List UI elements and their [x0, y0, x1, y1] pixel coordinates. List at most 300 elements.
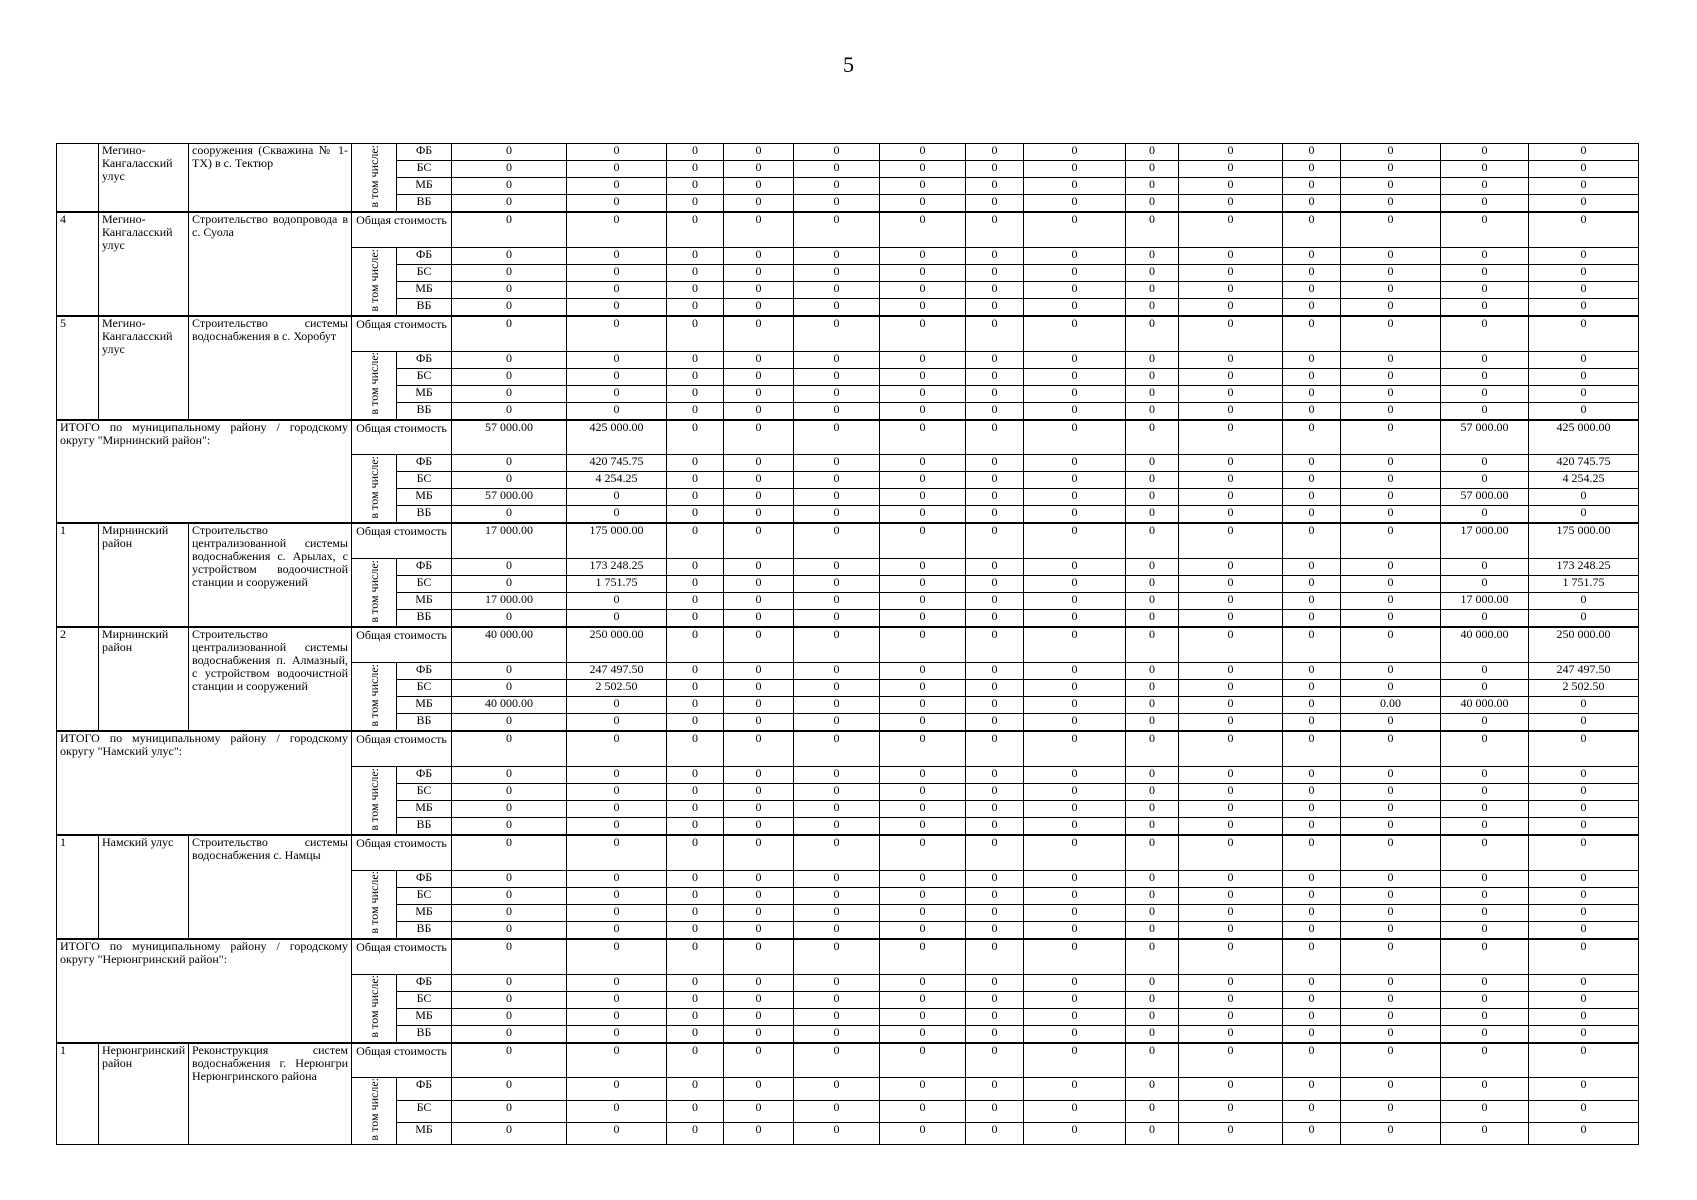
- value-cell: 0: [794, 1122, 880, 1144]
- value-cell: 0: [1024, 887, 1126, 904]
- value-cell: 57 000.00: [452, 489, 567, 506]
- project-title: Строительство водопровода в с. Суола: [189, 212, 352, 316]
- value-cell: 0: [667, 144, 724, 161]
- value-cell: 0: [452, 714, 567, 732]
- source-label: БС: [397, 1100, 452, 1122]
- value-cell: 0: [1441, 385, 1529, 402]
- total-value-cell: 0: [1341, 420, 1441, 455]
- value-cell: 0: [1126, 800, 1179, 817]
- value-cell: 0: [1126, 1078, 1179, 1100]
- source-label: МБ: [397, 1122, 452, 1144]
- total-value-cell: 0: [1126, 731, 1179, 766]
- value-cell: 0: [1529, 593, 1639, 610]
- value-cell: 0: [452, 904, 567, 921]
- value-cell: 0: [1126, 1100, 1179, 1122]
- value-cell: 0: [1283, 472, 1341, 489]
- value-cell: 0: [667, 593, 724, 610]
- value-cell: 0: [724, 991, 794, 1008]
- value-cell: 0: [452, 974, 567, 991]
- value-cell: 0: [667, 714, 724, 732]
- total-value-cell: 0: [452, 212, 567, 247]
- total-value-cell: 0: [724, 523, 794, 558]
- value-cell: 0: [1341, 576, 1441, 593]
- total-value-cell: 0: [1283, 731, 1341, 766]
- total-value-cell: 0: [724, 731, 794, 766]
- value-cell: 0: [1341, 264, 1441, 281]
- value-cell: 0: [880, 974, 966, 991]
- value-cell: 0: [1024, 576, 1126, 593]
- value-cell: 0: [1529, 974, 1639, 991]
- value-cell: 0: [1126, 783, 1179, 800]
- value-cell: 0: [966, 264, 1024, 281]
- total-value-cell: 0: [452, 939, 567, 974]
- value-cell: 0.00: [1341, 697, 1441, 714]
- value-cell: 4 254.25: [1529, 472, 1639, 489]
- value-cell: 0: [966, 817, 1024, 835]
- value-cell: 0: [880, 247, 966, 264]
- value-cell: 0: [880, 351, 966, 368]
- value-cell: 0: [1341, 298, 1441, 316]
- value-cell: 0: [1126, 559, 1179, 576]
- value-cell: 0: [966, 783, 1024, 800]
- source-label: ФБ: [397, 870, 452, 887]
- value-cell: 0: [794, 144, 880, 161]
- value-cell: 0: [724, 298, 794, 316]
- value-cell: 0: [1283, 489, 1341, 506]
- value-cell: 0: [966, 1078, 1024, 1100]
- project-title: Реконструкция систем водоснабжения г. Нерюнгри Нерюнгринского района: [189, 1043, 352, 1145]
- value-cell: 0: [1441, 870, 1529, 887]
- value-cell: 0: [452, 1008, 567, 1025]
- value-cell: 0: [794, 800, 880, 817]
- value-cell: 0: [1179, 921, 1283, 939]
- source-label: ВБ: [397, 298, 452, 316]
- source-label: БС: [397, 783, 452, 800]
- value-cell: 0: [1341, 817, 1441, 835]
- total-value-cell: 0: [1529, 316, 1639, 351]
- value-cell: 0: [567, 921, 667, 939]
- value-cell: 0: [1441, 680, 1529, 697]
- value-cell: 0: [1024, 402, 1126, 420]
- value-cell: 247 497.50: [567, 663, 667, 680]
- including-label: в том числе:: [367, 559, 381, 623]
- value-cell: 17 000.00: [452, 593, 567, 610]
- value-cell: 0: [794, 161, 880, 178]
- value-cell: 0: [724, 351, 794, 368]
- value-cell: 0: [567, 991, 667, 1008]
- district-name: Мирнинский район: [99, 627, 189, 731]
- value-cell: 0: [724, 593, 794, 610]
- including-label: в том числе:: [367, 975, 381, 1038]
- total-cost-label: Общая стоимость: [352, 523, 452, 558]
- value-cell: 0: [794, 506, 880, 524]
- total-cost-label: Общая стоимость: [352, 939, 452, 974]
- value-cell: 0: [1283, 1100, 1341, 1122]
- total-value-cell: 0: [880, 939, 966, 974]
- project-title: Строительство системы водоснабжения с. Намцы: [189, 835, 352, 939]
- value-cell: 0: [567, 385, 667, 402]
- value-cell: 0: [1441, 766, 1529, 783]
- value-cell: 0: [667, 298, 724, 316]
- row-index: 5: [57, 316, 99, 420]
- value-cell: 0: [724, 663, 794, 680]
- district-name: Нерюнгринский район: [99, 1043, 189, 1145]
- total-value-cell: 0: [1441, 316, 1529, 351]
- value-cell: 0: [724, 506, 794, 524]
- source-label: ВБ: [397, 610, 452, 628]
- total-value-cell: 0: [794, 1043, 880, 1078]
- total-value-cell: 0: [452, 316, 567, 351]
- value-cell: 0: [667, 870, 724, 887]
- value-cell: 0: [1341, 506, 1441, 524]
- value-cell: 0: [794, 472, 880, 489]
- source-label: БС: [397, 576, 452, 593]
- value-cell: 0: [794, 697, 880, 714]
- value-cell: 0: [1529, 783, 1639, 800]
- value-cell: 0: [1283, 281, 1341, 298]
- value-cell: 0: [1126, 593, 1179, 610]
- value-cell: 0: [1126, 1025, 1179, 1043]
- value-cell: 0: [880, 593, 966, 610]
- total-value-cell: 0: [794, 835, 880, 870]
- total-value-cell: 0: [1283, 835, 1341, 870]
- value-cell: 0: [1024, 921, 1126, 939]
- value-cell: 0: [1024, 766, 1126, 783]
- total-value-cell: 0: [1024, 1043, 1126, 1078]
- value-cell: 0: [567, 800, 667, 817]
- value-cell: 0: [1179, 402, 1283, 420]
- value-cell: 0: [1126, 506, 1179, 524]
- source-label: МБ: [397, 178, 452, 195]
- value-cell: 0: [452, 385, 567, 402]
- value-cell: 0: [1179, 455, 1283, 472]
- value-cell: 0: [452, 766, 567, 783]
- value-cell: 0: [452, 402, 567, 420]
- total-value-cell: 0: [452, 731, 567, 766]
- value-cell: 0: [1024, 264, 1126, 281]
- source-label: БС: [397, 264, 452, 281]
- total-value-cell: 0: [1126, 212, 1179, 247]
- total-value-cell: 0: [1024, 939, 1126, 974]
- district-total-title: ИТОГО по муниципальному району / городскому округу "Нерюнгринский район":: [57, 939, 352, 1043]
- value-cell: 0: [880, 576, 966, 593]
- value-cell: 0: [1283, 870, 1341, 887]
- value-cell: 0: [567, 593, 667, 610]
- source-label: БС: [397, 368, 452, 385]
- value-cell: 0: [724, 714, 794, 732]
- value-cell: 0: [880, 766, 966, 783]
- total-value-cell: 0: [452, 835, 567, 870]
- value-cell: 0: [1529, 178, 1639, 195]
- value-cell: 0: [880, 1100, 966, 1122]
- value-cell: 0: [794, 298, 880, 316]
- value-cell: 0: [966, 800, 1024, 817]
- value-cell: 0: [1126, 247, 1179, 264]
- total-value-cell: 0: [880, 420, 966, 455]
- total-value-cell: 0: [1179, 939, 1283, 974]
- value-cell: 0: [724, 1008, 794, 1025]
- value-cell: 0: [1283, 402, 1341, 420]
- value-cell: 0: [1024, 506, 1126, 524]
- total-value-cell: 0: [966, 627, 1024, 662]
- value-cell: 0: [966, 870, 1024, 887]
- budget-table: [56, 143, 1639, 1145]
- total-value-cell: 0: [724, 316, 794, 351]
- total-value-cell: 0: [1283, 627, 1341, 662]
- value-cell: 0: [966, 402, 1024, 420]
- value-cell: 0: [1024, 351, 1126, 368]
- value-cell: 0: [794, 904, 880, 921]
- value-cell: 0: [966, 714, 1024, 732]
- value-cell: 17 000.00: [1441, 593, 1529, 610]
- value-cell: 0: [452, 472, 567, 489]
- value-cell: 0: [567, 144, 667, 161]
- value-cell: 0: [567, 247, 667, 264]
- source-label: ФБ: [397, 559, 452, 576]
- value-cell: 0: [1529, 1078, 1639, 1100]
- value-cell: 0: [724, 817, 794, 835]
- value-cell: 0: [452, 368, 567, 385]
- value-cell: 0: [1179, 161, 1283, 178]
- source-label: ФБ: [397, 455, 452, 472]
- total-value-cell: 0: [794, 212, 880, 247]
- including-label: в том числе:: [367, 663, 381, 727]
- value-cell: 0: [1126, 817, 1179, 835]
- value-cell: 0: [1126, 195, 1179, 213]
- value-cell: 0: [1341, 904, 1441, 921]
- value-cell: 0: [966, 247, 1024, 264]
- value-cell: 0: [724, 195, 794, 213]
- value-cell: 0: [1529, 351, 1639, 368]
- value-cell: 0: [1283, 144, 1341, 161]
- value-cell: 0: [880, 610, 966, 628]
- value-cell: 0: [966, 195, 1024, 213]
- value-cell: 40 000.00: [1441, 697, 1529, 714]
- total-value-cell: 0: [1341, 1043, 1441, 1078]
- source-label: ВБ: [397, 714, 452, 732]
- total-value-cell: 0: [794, 627, 880, 662]
- value-cell: 0: [1024, 610, 1126, 628]
- value-cell: 0: [1179, 576, 1283, 593]
- value-cell: 0: [1179, 1100, 1283, 1122]
- value-cell: 0: [1341, 247, 1441, 264]
- total-value-cell: 17 000.00: [452, 523, 567, 558]
- including-label: в том числе:: [367, 871, 381, 934]
- value-cell: 0: [1441, 264, 1529, 281]
- value-cell: 0: [1024, 385, 1126, 402]
- value-cell: 0: [1283, 766, 1341, 783]
- value-cell: 0: [724, 178, 794, 195]
- value-cell: 0: [452, 783, 567, 800]
- row-index: 1: [57, 835, 99, 939]
- value-cell: 0: [1179, 264, 1283, 281]
- value-cell: 0: [1179, 714, 1283, 732]
- value-cell: 0: [794, 455, 880, 472]
- value-cell: 0: [452, 247, 567, 264]
- value-cell: 0: [1441, 1122, 1529, 1144]
- value-cell: 0: [667, 610, 724, 628]
- value-cell: 0: [1529, 1008, 1639, 1025]
- value-cell: 0: [667, 921, 724, 939]
- value-cell: 0: [667, 817, 724, 835]
- value-cell: 0: [1283, 178, 1341, 195]
- total-value-cell: 0: [1179, 627, 1283, 662]
- value-cell: 0: [1126, 887, 1179, 904]
- total-value-cell: 0: [567, 939, 667, 974]
- value-cell: 0: [667, 455, 724, 472]
- value-cell: 0: [1441, 247, 1529, 264]
- value-cell: 420 745.75: [1529, 455, 1639, 472]
- value-cell: 0: [1179, 298, 1283, 316]
- total-value-cell: 0: [966, 939, 1024, 974]
- total-value-cell: 0: [567, 316, 667, 351]
- value-cell: 0: [1179, 1008, 1283, 1025]
- value-cell: 0: [1126, 870, 1179, 887]
- value-cell: 0: [880, 472, 966, 489]
- value-cell: 0: [794, 680, 880, 697]
- value-cell: 0: [1179, 663, 1283, 680]
- value-cell: 0: [1341, 489, 1441, 506]
- value-cell: 0: [1341, 161, 1441, 178]
- value-cell: 0: [794, 921, 880, 939]
- value-cell: 0: [966, 385, 1024, 402]
- total-value-cell: 0: [966, 212, 1024, 247]
- value-cell: 0: [880, 680, 966, 697]
- value-cell: 0: [1341, 766, 1441, 783]
- value-cell: 0: [1341, 610, 1441, 628]
- value-cell: 0: [1441, 368, 1529, 385]
- value-cell: 0: [1024, 298, 1126, 316]
- total-value-cell: 57 000.00: [1441, 420, 1529, 455]
- value-cell: 0: [1441, 610, 1529, 628]
- value-cell: 0: [667, 991, 724, 1008]
- value-cell: 0: [667, 247, 724, 264]
- total-value-cell: 0: [667, 1043, 724, 1078]
- value-cell: 0: [1529, 144, 1639, 161]
- value-cell: 0: [1126, 697, 1179, 714]
- value-cell: 0: [567, 904, 667, 921]
- value-cell: 0: [1179, 800, 1283, 817]
- including-label-cell: [352, 1078, 397, 1145]
- total-value-cell: 425 000.00: [567, 420, 667, 455]
- value-cell: 0: [724, 402, 794, 420]
- value-cell: 0: [1283, 264, 1341, 281]
- value-cell: 0: [1126, 766, 1179, 783]
- value-cell: 0: [567, 489, 667, 506]
- value-cell: 0: [1283, 921, 1341, 939]
- value-cell: 0: [1126, 904, 1179, 921]
- value-cell: 0: [1126, 402, 1179, 420]
- value-cell: 0: [1283, 714, 1341, 732]
- value-cell: 0: [966, 663, 1024, 680]
- value-cell: 0: [880, 887, 966, 904]
- value-cell: 0: [966, 991, 1024, 1008]
- total-value-cell: 175 000.00: [567, 523, 667, 558]
- total-value-cell: 0: [1283, 316, 1341, 351]
- value-cell: 0: [966, 1025, 1024, 1043]
- value-cell: 0: [724, 921, 794, 939]
- value-cell: 0: [880, 281, 966, 298]
- value-cell: 0: [667, 697, 724, 714]
- value-cell: 0: [1341, 974, 1441, 991]
- source-label: БС: [397, 887, 452, 904]
- value-cell: 0: [452, 559, 567, 576]
- total-value-cell: 0: [1341, 212, 1441, 247]
- total-value-cell: 0: [880, 731, 966, 766]
- total-value-cell: 0: [1024, 420, 1126, 455]
- value-cell: 0: [1529, 281, 1639, 298]
- value-cell: 0: [1283, 1122, 1341, 1144]
- value-cell: 0: [1283, 455, 1341, 472]
- value-cell: 420 745.75: [567, 455, 667, 472]
- district-name: Мегино-Кангаласский улус: [99, 316, 189, 420]
- value-cell: 0: [724, 161, 794, 178]
- value-cell: 0: [1126, 298, 1179, 316]
- value-cell: 0: [1024, 195, 1126, 213]
- value-cell: 0: [966, 161, 1024, 178]
- total-value-cell: 0: [1441, 212, 1529, 247]
- value-cell: 0: [567, 870, 667, 887]
- value-cell: 0: [724, 385, 794, 402]
- total-value-cell: 0: [667, 835, 724, 870]
- value-cell: 0: [1126, 144, 1179, 161]
- value-cell: 0: [1024, 281, 1126, 298]
- value-cell: 0: [1126, 1008, 1179, 1025]
- value-cell: 0: [452, 161, 567, 178]
- value-cell: 0: [1179, 559, 1283, 576]
- value-cell: 0: [880, 714, 966, 732]
- source-label: ФБ: [397, 144, 452, 161]
- value-cell: 0: [794, 610, 880, 628]
- value-cell: 0: [667, 195, 724, 213]
- source-label: МБ: [397, 904, 452, 921]
- value-cell: 0: [1283, 385, 1341, 402]
- value-cell: 0: [1341, 680, 1441, 697]
- value-cell: 0: [1441, 472, 1529, 489]
- total-value-cell: 0: [567, 731, 667, 766]
- value-cell: 0: [880, 385, 966, 402]
- including-label: в том числе:: [367, 767, 381, 831]
- value-cell: 0: [794, 385, 880, 402]
- including-label-cell: [352, 247, 397, 316]
- total-cost-label: Общая стоимость: [352, 835, 452, 870]
- value-cell: 0: [1529, 489, 1639, 506]
- total-value-cell: 0: [966, 420, 1024, 455]
- value-cell: 0: [1529, 887, 1639, 904]
- total-value-cell: 0: [724, 939, 794, 974]
- source-label: ВБ: [397, 1025, 452, 1043]
- source-label: ФБ: [397, 351, 452, 368]
- value-cell: 0: [667, 1100, 724, 1122]
- source-label: МБ: [397, 489, 452, 506]
- value-cell: 0: [1179, 195, 1283, 213]
- total-value-cell: 0: [1341, 627, 1441, 662]
- value-cell: 0: [724, 281, 794, 298]
- value-cell: 0: [567, 697, 667, 714]
- total-value-cell: 0: [880, 1043, 966, 1078]
- value-cell: 0: [794, 281, 880, 298]
- value-cell: 0: [1441, 974, 1529, 991]
- value-cell: 0: [880, 1025, 966, 1043]
- source-label: МБ: [397, 697, 452, 714]
- value-cell: 0: [1341, 887, 1441, 904]
- value-cell: 0: [1341, 593, 1441, 610]
- total-value-cell: 0: [567, 835, 667, 870]
- total-value-cell: 0: [1126, 939, 1179, 974]
- value-cell: 0: [452, 921, 567, 939]
- total-value-cell: 0: [1529, 835, 1639, 870]
- total-value-cell: 40 000.00: [452, 627, 567, 662]
